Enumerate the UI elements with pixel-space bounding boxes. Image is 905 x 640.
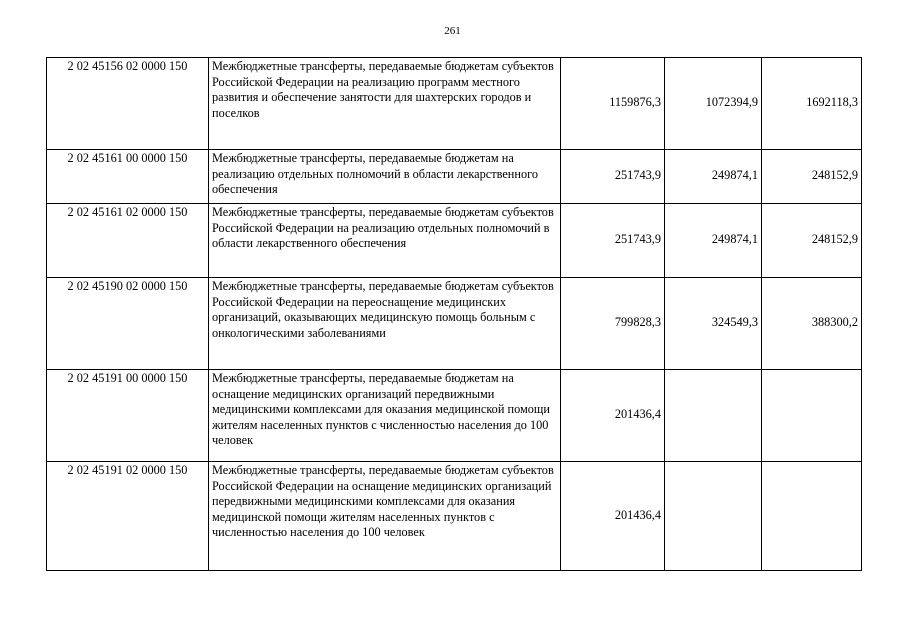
amount-cell-2 bbox=[665, 462, 762, 571]
amount-cell-2: 249874,1 bbox=[665, 150, 762, 204]
table-row bbox=[47, 370, 862, 462]
amount-cell-1: 251743,9 bbox=[561, 204, 665, 278]
description-cell: Межбюджетные трансферты, передаваемые бюджетам субъектов Российской Федерации на переоснащение медицинских организаций, оказывающих медицинскую помощь больным с онкологическими заболеваниями bbox=[209, 278, 561, 370]
amount-cell-2 bbox=[665, 370, 762, 462]
budget-table bbox=[46, 57, 862, 571]
amount-cell-3 bbox=[762, 462, 862, 571]
budget-code-cell: 2 02 45156 02 0000 150 bbox=[47, 58, 209, 150]
amount-cell-1: 251743,9 bbox=[561, 150, 665, 204]
budget-code-cell: 2 02 45161 00 0000 150 bbox=[47, 150, 209, 204]
amount-cell-3: 248152,9 bbox=[762, 150, 862, 204]
table-row bbox=[47, 204, 862, 278]
amount-cell-3: 388300,2 bbox=[762, 278, 862, 370]
table-row bbox=[47, 462, 862, 571]
budget-code-cell: 2 02 45161 02 0000 150 bbox=[47, 204, 209, 278]
budget-code-cell: 2 02 45191 02 0000 150 bbox=[47, 462, 209, 571]
amount-cell-1: 201436,4 bbox=[561, 462, 665, 571]
amount-cell-1: 1159876,3 bbox=[561, 58, 665, 150]
amount-cell-2: 324549,3 bbox=[665, 278, 762, 370]
amount-cell-1: 799828,3 bbox=[561, 278, 665, 370]
amount-cell-3 bbox=[762, 370, 862, 462]
amount-cell-1: 201436,4 bbox=[561, 370, 665, 462]
table-row bbox=[47, 278, 862, 370]
description-cell: Межбюджетные трансферты, передаваемые бюджетам субъектов Российской Федерации на оснащение медицинских организаций передвижными медицинскими комплексами для оказания медицинской помощи жителям населенных пунктов с численностью населения до 100 человек bbox=[209, 462, 561, 571]
amount-cell-3: 1692118,3 bbox=[762, 58, 862, 150]
description-cell: Межбюджетные трансферты, передаваемые бюджетам субъектов Российской Федерации на реализацию отдельных полномочий в области лекарственного обеспечения bbox=[209, 204, 561, 278]
table-row bbox=[47, 58, 862, 150]
budget-code-cell: 2 02 45191 00 0000 150 bbox=[47, 370, 209, 462]
description-cell: Межбюджетные трансферты, передаваемые бюджетам на оснащение медицинских организаций передвижными медицинскими комплексами для оказания медицинской помощи жителям населенных пунктов с численностью населения до 100 человек bbox=[209, 370, 561, 462]
budget-code-cell: 2 02 45190 02 0000 150 bbox=[47, 278, 209, 370]
amount-cell-2: 249874,1 bbox=[665, 204, 762, 278]
table-row bbox=[47, 150, 862, 204]
amount-cell-2: 1072394,9 bbox=[665, 58, 762, 150]
description-cell: Межбюджетные трансферты, передаваемые бюджетам субъектов Российской Федерации на реализацию программ местного развития и обеспечение занятости для шахтерских городов и поселков bbox=[209, 58, 561, 150]
amount-cell-3: 248152,9 bbox=[762, 204, 862, 278]
description-cell: Межбюджетные трансферты, передаваемые бюджетам на реализацию отдельных полномочий в области лекарственного обеспечения bbox=[209, 150, 561, 204]
page-number: 261 bbox=[444, 25, 461, 37]
